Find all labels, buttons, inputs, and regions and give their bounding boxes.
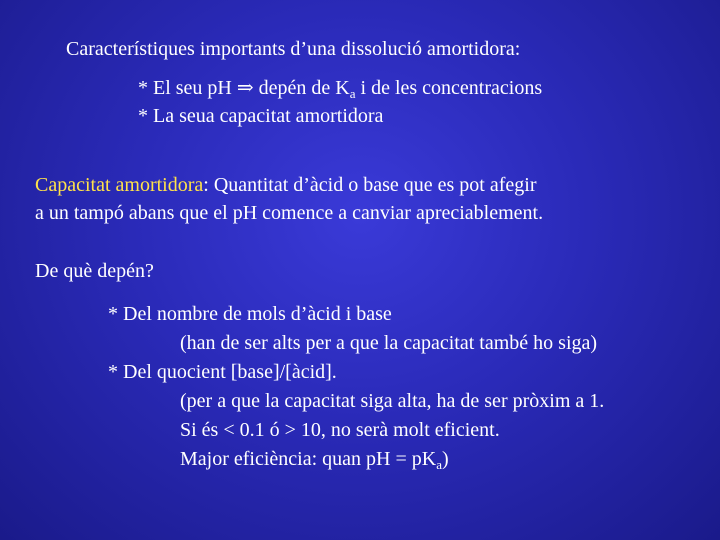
efficiency-close: ) bbox=[441, 448, 449, 470]
point-ph-text: depén de K bbox=[258, 77, 350, 99]
definition-term: Capacitat amortidora bbox=[35, 174, 204, 196]
factor-ratio: * Del quocient [base]/[àcid]. bbox=[108, 361, 337, 383]
implies-arrow-icon: ⇒ bbox=[236, 77, 254, 99]
ka-subscript: a bbox=[349, 86, 356, 101]
pka-subscript: a bbox=[436, 457, 442, 472]
point-capacity: * La seua capacitat amortidora bbox=[138, 105, 384, 127]
definition-colon: : bbox=[203, 174, 209, 196]
factor-moles: * Del nombre de mols d’àcid i base bbox=[108, 303, 392, 325]
slide-heading: Característiques importants d’una dissolució amortidora: bbox=[66, 38, 521, 60]
efficiency-text: Major eficiència: quan pH = pK bbox=[180, 448, 437, 470]
factor-ratio-note-1: (per a que la capacitat siga alta, ha de ser pròxim a 1. bbox=[180, 390, 605, 412]
factor-ratio-note-2: Si és < 0.1 ó > 10, no serà molt eficient. bbox=[180, 419, 500, 441]
point-ph-prefix: * El seu pH bbox=[138, 77, 232, 99]
factor-ratio-note-3 bbox=[180, 447, 449, 471]
definition-line-1 bbox=[35, 173, 536, 197]
definition-line-2: a un tampó abans que el pH comence a canviar apreciablement. bbox=[35, 202, 544, 224]
definition-text: Quantitat d’àcid o base que es pot afegir bbox=[208, 174, 537, 196]
question: De què depén? bbox=[35, 260, 154, 282]
factor-moles-note: (han de ser alts per a que la capacitat també ho siga) bbox=[180, 332, 598, 354]
point-ph bbox=[138, 76, 542, 100]
point-ph-text-end: i de les concentracions bbox=[360, 77, 543, 99]
